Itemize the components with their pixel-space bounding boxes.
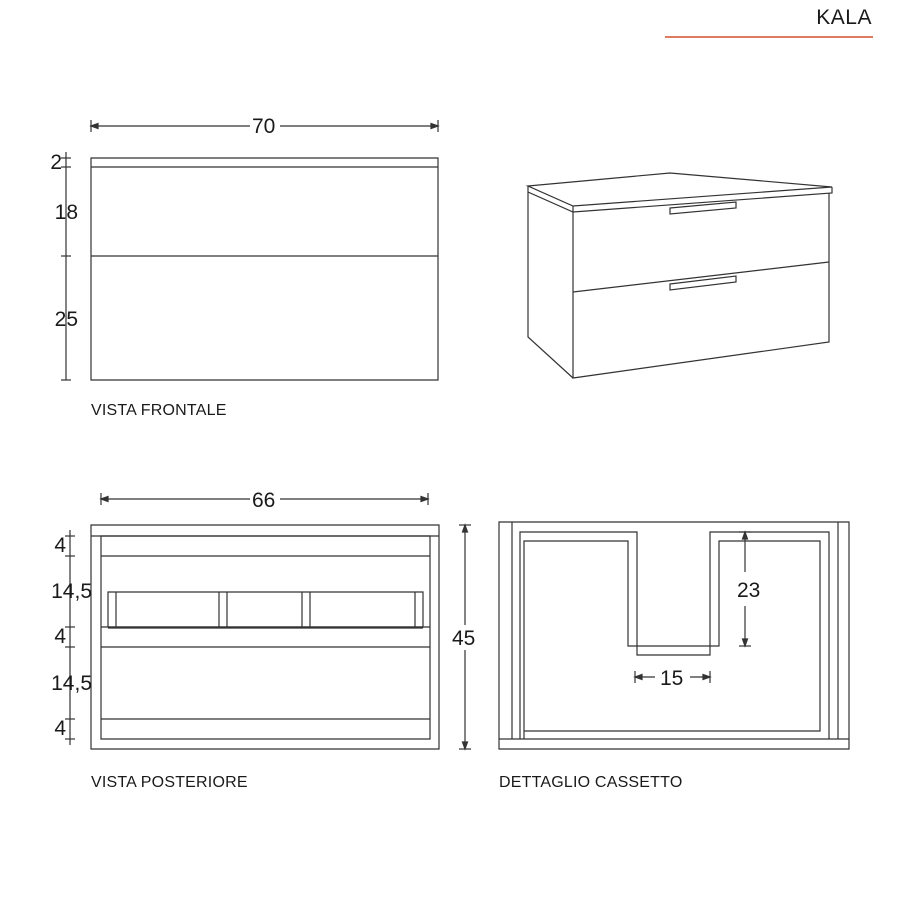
front-top-dim: 2 (50, 151, 62, 174)
rear-dim-1: 4 (54, 534, 66, 557)
rear-dim-5: 4 (54, 717, 66, 740)
rear-outline (91, 525, 439, 749)
perspective-drawer-divider (573, 262, 829, 292)
drawer-outline (499, 522, 849, 749)
rear-view-drawing (65, 493, 471, 749)
front-upper-dim: 18 (54, 201, 78, 224)
rear-width-dim: 66 (252, 489, 276, 512)
rear-rail (108, 592, 423, 627)
front-view-drawing (61, 120, 438, 380)
front-lower-dim: 25 (54, 308, 78, 331)
perspective-handle-bottom (670, 276, 736, 290)
perspective-view-drawing (528, 173, 832, 378)
rear-dim-3: 4 (54, 625, 66, 648)
drawer-detail-drawing (499, 522, 849, 749)
drawer-width-dim: 15 (660, 667, 684, 690)
rear-dim-4: 14,5 (51, 672, 92, 695)
drawer-cutout-outer (520, 532, 829, 739)
brand-title: KALA (816, 6, 872, 29)
front-view-caption: VISTA FRONTALE (91, 402, 227, 419)
top-slab (528, 173, 832, 206)
rear-dim-2: 14,5 (51, 580, 92, 603)
drawer-cutout-inner (524, 541, 820, 739)
rear-view-caption: VISTA POSTERIORE (91, 774, 248, 791)
front-outline (91, 158, 438, 380)
rear-height-dim: 45 (452, 627, 476, 650)
drawer-detail-caption: DETTAGLIO CASSETTO (499, 774, 683, 791)
front-width-dim: 70 (252, 115, 276, 138)
drawer-depth-dim: 23 (737, 579, 761, 602)
